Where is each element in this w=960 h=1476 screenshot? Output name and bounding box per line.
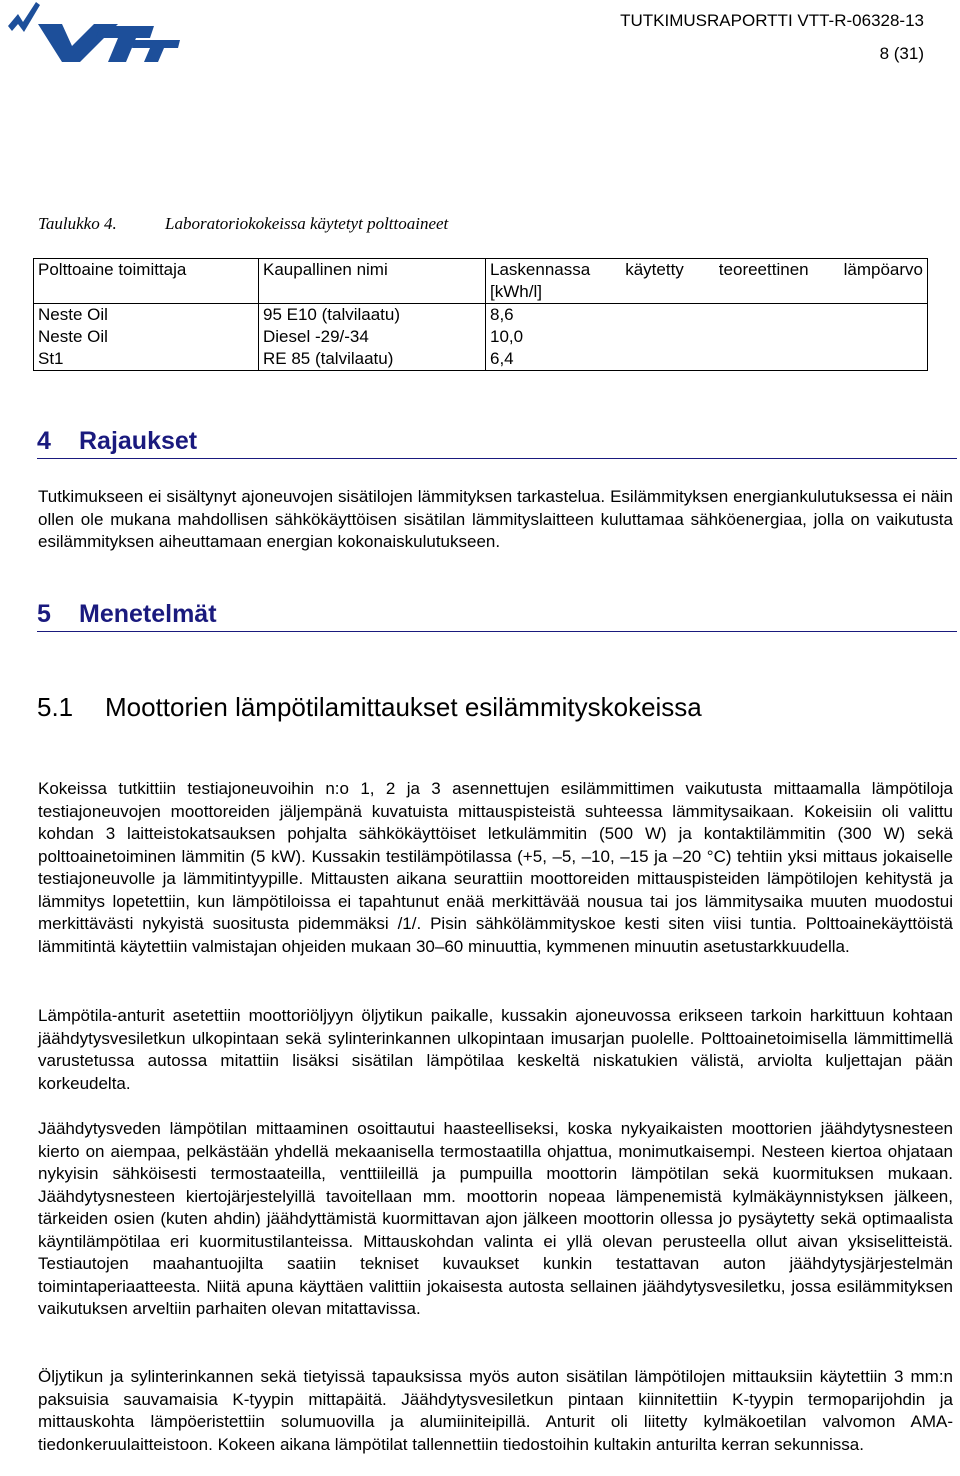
cell-supplier: St1 <box>34 348 259 371</box>
cell-value: 10,0 <box>486 326 928 348</box>
cell-trade-name: RE 85 (talvilaatu) <box>259 348 486 371</box>
table-caption-text: Laboratoriokokeissa käytetyt polttoaineet <box>165 214 449 233</box>
paragraph-instrumentation: Öljytikun ja sylinterinkannen sekä tietyissä tapauksissa myös auton sisätilan lämpötilojen mittauksiin käytettiin 3 mm:n paksuisia sauvamaisia K-tyypin mittapäitä. Jäähdytysvesiletkun pintaan kiinnitettiin K-tyypin termoparijohdin ja mittauskohta lämpöeristettiin solumuovilla ja alumiiniteipillä. Anturit oli liitetty kylmäkoetilan valvomon AMA-tiedonkeruulaitteistoon. Kokeen aikana lämpötilat tallennettiin tiedostoihin kultakin anturilta kerran sekunnissa. <box>38 1367 953 1454</box>
table-row <box>34 304 928 327</box>
report-id: TUTKIMUSRAPORTTI VTT-R-06328-13 <box>620 11 924 30</box>
section-number: 4 <box>37 427 51 455</box>
table-row <box>34 326 928 348</box>
header-heating-value-unit: [kWh/l] <box>490 282 542 301</box>
subsection-heading-5-1 <box>37 692 702 723</box>
table-caption-label: Taulukko 4. <box>38 214 117 233</box>
header-trade-name: Kaupallinen nimi <box>259 259 486 304</box>
vtt-logo <box>2 0 180 68</box>
fuel-table <box>33 258 928 371</box>
header-supplier: Polttoaine toimittaja <box>34 259 259 304</box>
section-rule <box>37 458 957 459</box>
paragraph-sensors: Lämpötila-anturit asetettiin moottoriöljyyn öljytikun paikalle, kussakin ajoneuvossa erikseen tarkoin harkittuun kohtaan jäähdytysvesiletkun ulkopintaan sekä sylinterinkannen ulkopintaan imusarjan puolelle. Polttoainetoimisella lämmittimellä varustetussa autossa mitattiin lisäksi sisätilan lämpötilaa keskeltä niskatukien välistä, arviolta kuljettajan pään korkeudelta. <box>38 1006 953 1093</box>
cell-value: 8,6 <box>486 304 928 327</box>
header-heating-value <box>486 259 928 304</box>
paragraph-coolant: Jäähdytysveden lämpötilan mittaaminen osoittautui haasteelliseksi, koska nykyaikaisten moottorien jäähdytysnesteen kierto on aiempaa, pelkästään yhdellä mekaanisella termostaatilla ohjattua, monimutkaisempi. Nesteen kiertoa ohjataan nykyisin sähköisesti termostaateilla, venttiileillä ja pumpuilla moottorin lämpötilan sekä kuormituksen mukaan. Jäähdytysnesteen kiertojärjestelyillä tavoitellaan mm. moottorin nopeaa lämpenemistä kylmäkäynnistyksen jälkeen, tärkeiden osien (kuten ahdin) jäähdyttämistä kuormittavan ajon jälkeen moottorin ollessa jo pysäytetty sekä optimaalista käyntilämpötilaa eri kuormitustilanteissa. Mittauskohdan valinta ei yllä olevan perusteella ollut aivan yksiselitteistä. Testiautojen maahantuojilta saatiin tekniset kuvaukset kunkin testattavan auton jäähdytysjärjestelmän toimintaperiaatteesta. Niitä apuna käyttäen valittiin jokaisesta autosta sellainen jäähdytysvesiletku, jossa esilämmityksen vaikutuksen arveltiin parhaiten olevan mitattavissa. <box>38 1119 953 1318</box>
section-heading-4 <box>37 427 197 456</box>
cell-trade-name: 95 E10 (talvilaatu) <box>259 304 486 327</box>
section-title: Rajaukset <box>79 427 198 455</box>
cell-value: 6,4 <box>486 348 928 371</box>
section-number: 5 <box>37 600 51 628</box>
section-heading-5 <box>37 600 217 629</box>
paragraph-scope: Tutkimukseen ei sisältynyt ajoneuvojen sisätilojen lämmityksen tarkastelua. Esilämmityksen energiankulutuksessa ei näin ollen ole mukana mahdollisen sähkökäyttöisen sisätilan lämmityslaitteen kuluttamaa sähköenergiaa, jolla on vaikutusta esilämmityksen aiheuttamaan energian kokonaiskulutukseen. <box>38 487 953 551</box>
cell-trade-name: Diesel -29/-34 <box>259 326 486 348</box>
cell-supplier: Neste Oil <box>34 326 259 348</box>
header-heating-value-line1: Laskennassa käytetty teoreettinen lämpöarvo <box>490 260 923 279</box>
page-number: 8 (31) <box>879 44 924 63</box>
cell-supplier: Neste Oil <box>34 304 259 327</box>
subsection-number: 5.1 <box>37 692 74 722</box>
table-caption <box>38 214 448 234</box>
subsection-title: Moottorien lämpötilamittaukset esilämmityskokeissa <box>105 692 702 722</box>
table-row <box>34 348 928 371</box>
section-rule <box>37 631 957 632</box>
section-title: Menetelmät <box>79 600 217 628</box>
report-header <box>620 10 924 64</box>
table-header-row <box>34 259 928 304</box>
paragraph-experiments: Kokeissa tutkittiin testiajoneuvoihin n:o 1, 2 ja 3 asennettujen esilämmittimen vaikutusta mittaamalla lämpötiloja testiajoneuvojen moottoreiden jäljempänä kuvatuista mittauspisteistä suhteessa lämmitysaikaan. Kokeisiin oli valittu kohdan 3 laitteistokatsauksen pohjalta sähkökäyttöiset letkulämmitin (500 W) ja kontaktilämmitin (300 W) sekä polttoainetoiminen lämmitin (5 kW). Kussakin testilämpötilassa (+5, –5, –10, –15 ja –20 °C) tehtiin yksi mittaus jokaiselle testiajoneuvolle ja lämmitintyypille. Mittausten aikana seurattiin moottoreiden mittauspisteiden lämpötilojen kehitystä ja lämmitys lopetettiin, kun lämpötiloissa ei tapahtunut enää merkittävää nousua tai jos lämmitysaika muuten muodostui merkittävästi nykyistä suositusta pidemmäksi /1/. Pisin sähkölämmityskoe kesti siten viisi tuntia. Polttoainekäyttöistä lämmitintä käytettiin valmistajan ohjeiden mukaan 30–60 minuuttia, kymmenen minuutin asetustarkkuudella. <box>38 779 953 956</box>
